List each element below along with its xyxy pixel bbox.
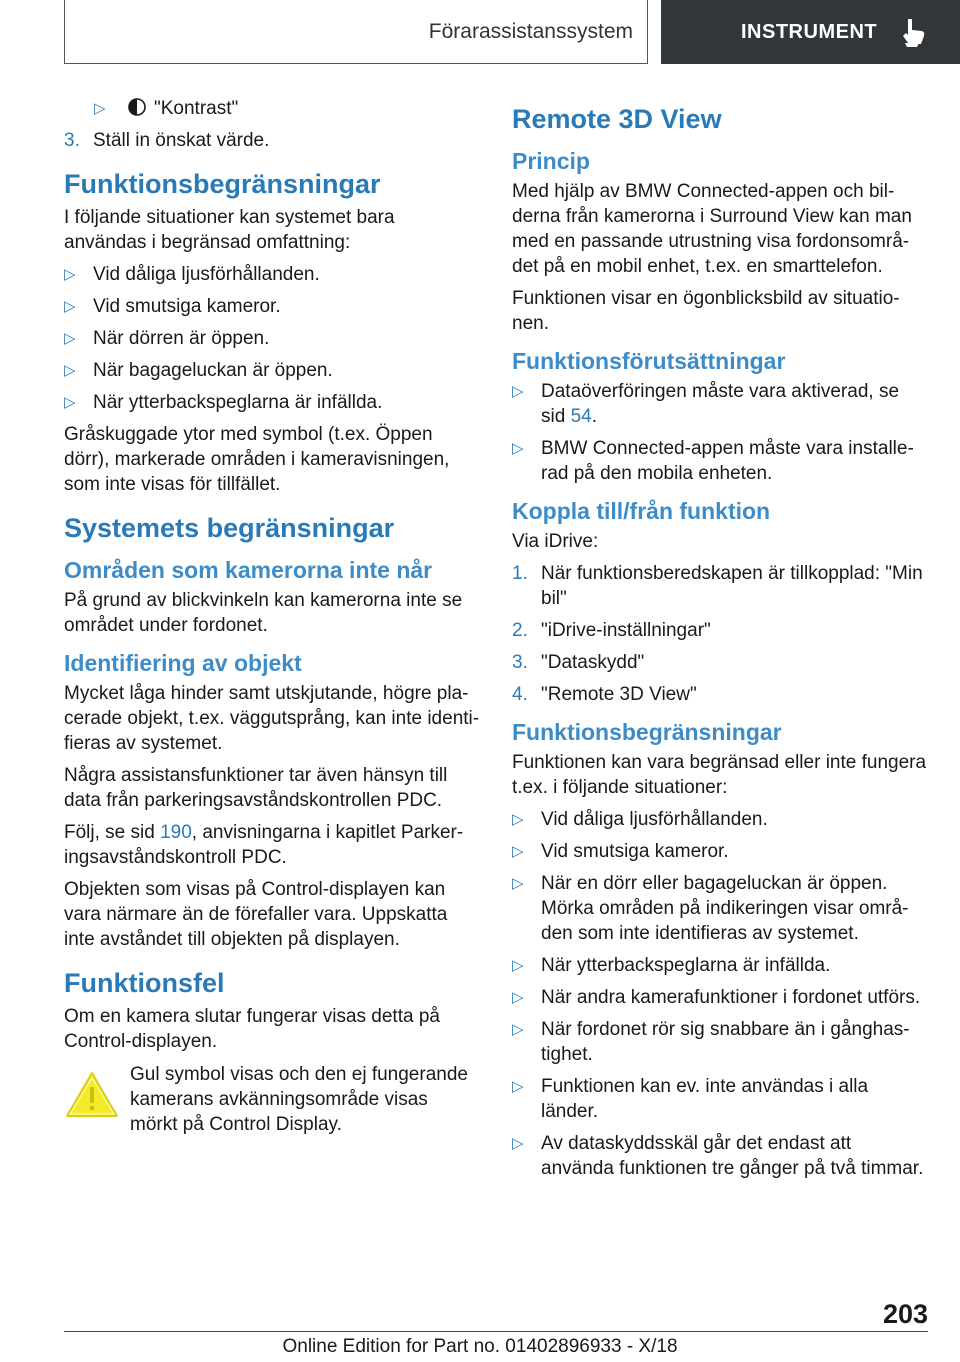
heading-funktionsforutsattningar: Funktionsförutsättningar <box>512 348 786 374</box>
paragraph: I följande situationer kan systemet bara användas i begränsad omfattning: <box>64 207 395 253</box>
triangle-bullet-icon: ▷ <box>512 440 524 457</box>
heading-remote-3d-view: Remote 3D View <box>512 104 722 134</box>
triangle-bullet-icon: ▷ <box>64 266 76 283</box>
list-item: ▷ Vid dåliga ljusförhållanden. <box>512 809 768 830</box>
paragraph: Funktionen kan vara begränsad eller inte fungera t.ex. i följande situationer: <box>512 752 927 798</box>
triangle-bullet-icon: ▷ <box>64 330 76 347</box>
warning-text: Gul symbol visas och den ej fungerande kamerans avkänningsområde visas mörkt på Control Display. <box>130 1064 468 1135</box>
heading-funktionsbegransningar-remote: Funktionsbegränsningar <box>512 719 782 745</box>
footer-edition-text: Online Edition for Part no. 01402896933 - X/18 <box>282 1336 678 1357</box>
triangle-bullet-icon: ▷ <box>512 843 524 860</box>
triangle-bullet-icon: ▷ <box>512 1135 524 1152</box>
triangle-bullet-icon: ▷ <box>64 362 76 379</box>
paragraph: Gråskuggade ytor med symbol (t.ex. Öppen dörr), markerade områden i kameravisningen, som inte visas för tillfället. <box>64 424 450 495</box>
list-item <box>64 128 480 153</box>
contrast-label: "Kontrast" <box>154 98 239 119</box>
header-section-title: Förarassistanssystem <box>428 19 633 43</box>
step-number: 3. <box>64 130 80 151</box>
heading-funktionsfel: Funktionsfel <box>64 968 225 998</box>
page-link-54[interactable]: 54 <box>570 406 592 427</box>
triangle-bullet-icon: ▷ <box>94 100 106 117</box>
step-number: 2. <box>512 620 528 641</box>
paragraph: Några assistansfunktioner tar även hänsyn till data från parkeringsavståndskontrollen PDC. <box>64 765 448 811</box>
step-number: 1. <box>512 563 528 584</box>
paragraph: Följ, se sid 190, anvisningarna i kapitlet Parker-ingsavståndskontroll PDC. <box>64 822 464 868</box>
paragraph: Objekten som visas på Control-displayen kan vara närmare än de förefaller vara. Uppskatta inte avståndet till objekten på displayen. <box>64 879 448 950</box>
paragraph: Mycket låga hinder samt utskjutande, högre pla-cerade objekt, t.ex. väggutsprång, kan inte identi-fieras av systemet. <box>64 683 480 754</box>
paragraph: Funktionen visar en ögonblicksbild av situatio-nen. <box>512 288 900 334</box>
list-item <box>64 96 480 121</box>
step-item: 2. "iDrive-inställningar" <box>512 620 711 641</box>
step-item: 4. "Remote 3D View" <box>512 684 697 705</box>
list-item: ▷ När en dörr eller bagageluckan är öppen. Mörka områden på indikeringen visar områ-den som inte identifieras av systemet. <box>512 873 909 944</box>
list-item: ▷ Vid dåliga ljusförhållanden. <box>64 264 320 285</box>
paragraph: På grund av blickvinkeln kan kamerorna inte se området under fordonet. <box>64 590 463 636</box>
triangle-bullet-icon: ▷ <box>512 1021 524 1038</box>
list-item: ▷ BMW Connected-appen måste vara installe-rad på den mobila enheten. <box>512 438 914 484</box>
paragraph: Om en kamera slutar fungerar visas detta på Control-displayen. <box>64 1006 440 1052</box>
step-item: 1. När funktionsberedskapen är tillkopplad: "Min bil" <box>512 563 923 609</box>
heading-princip: Princip <box>512 148 590 174</box>
hand-touch-icon <box>899 17 927 47</box>
list-item: ▷ Vid smutsiga kameror. <box>512 841 729 862</box>
list-item: ▷ Dataöverföringen måste vara aktiverad, se sid 54. <box>512 381 900 427</box>
triangle-bullet-icon: ▷ <box>512 957 524 974</box>
warning-triangle-icon <box>64 1070 120 1120</box>
left-column <box>64 96 480 1137</box>
list-item: ▷ När dörren är öppen. <box>64 328 270 349</box>
triangle-bullet-icon: ▷ <box>512 989 524 1006</box>
list-item: ▷ Av dataskyddsskäl går det endast att använda funktionen tre gånger på två timmar. <box>512 1133 924 1179</box>
triangle-bullet-icon: ▷ <box>64 394 76 411</box>
contrast-icon <box>128 98 146 116</box>
paragraph: Med hjälp av BMW Connected-appen och bil-derna från kamerorna i Surround View kan man med en passande utrustning visa fordonsområ-det på en mobil enhet, t.ex. en smarttelefon. <box>512 181 912 277</box>
triangle-bullet-icon: ▷ <box>512 1078 524 1095</box>
page-link-190[interactable]: 190 <box>160 822 192 843</box>
list-item: ▷ När ytterbackspeglarna är infällda. <box>64 392 383 413</box>
list-item: ▷ Funktionen kan ev. inte användas i alla länder. <box>512 1076 869 1122</box>
list-item: ▷ När andra kamerafunktioner i fordonet utförs. <box>512 987 921 1008</box>
header-chapter-title: INSTRUMENT <box>741 20 878 43</box>
step-text: Ställ in önskat värde. <box>93 130 270 151</box>
heading-systemets-begransningar: Systemets begränsningar <box>64 513 395 543</box>
warning-note <box>64 1062 480 1137</box>
heading-identifiering: Identifiering av objekt <box>64 650 302 676</box>
header-section-tab <box>64 0 648 64</box>
footer-edition <box>0 1336 960 1358</box>
header-chapter-tab[interactable] <box>661 0 960 64</box>
triangle-bullet-icon: ▷ <box>64 298 76 315</box>
step-number: 3. <box>512 652 528 673</box>
heading-funktionsbegransningar: Funktionsbegränsningar <box>64 169 381 199</box>
triangle-bullet-icon: ▷ <box>512 811 524 828</box>
heading-koppla: Koppla till/från funktion <box>512 498 771 524</box>
step-item: 3. "Dataskydd" <box>512 652 645 673</box>
list-item: ▷ När bagageluckan är öppen. <box>64 360 333 381</box>
page-number: 203 <box>882 1299 928 1329</box>
right-column <box>512 96 928 1188</box>
list-item: ▷ Vid smutsiga kameror. <box>64 296 281 317</box>
step-number: 4. <box>512 684 528 705</box>
heading-omraden: Områden som kamerorna inte når <box>64 557 433 583</box>
triangle-bullet-icon: ▷ <box>512 875 524 892</box>
triangle-bullet-icon: ▷ <box>512 383 524 400</box>
paragraph: Via iDrive: <box>512 531 599 552</box>
list-item: ▷ När ytterbackspeglarna är infällda. <box>512 955 831 976</box>
list-item: ▷ När fordonet rör sig snabbare än i gånghas-tighet. <box>512 1019 910 1065</box>
footer-divider <box>64 1331 928 1332</box>
